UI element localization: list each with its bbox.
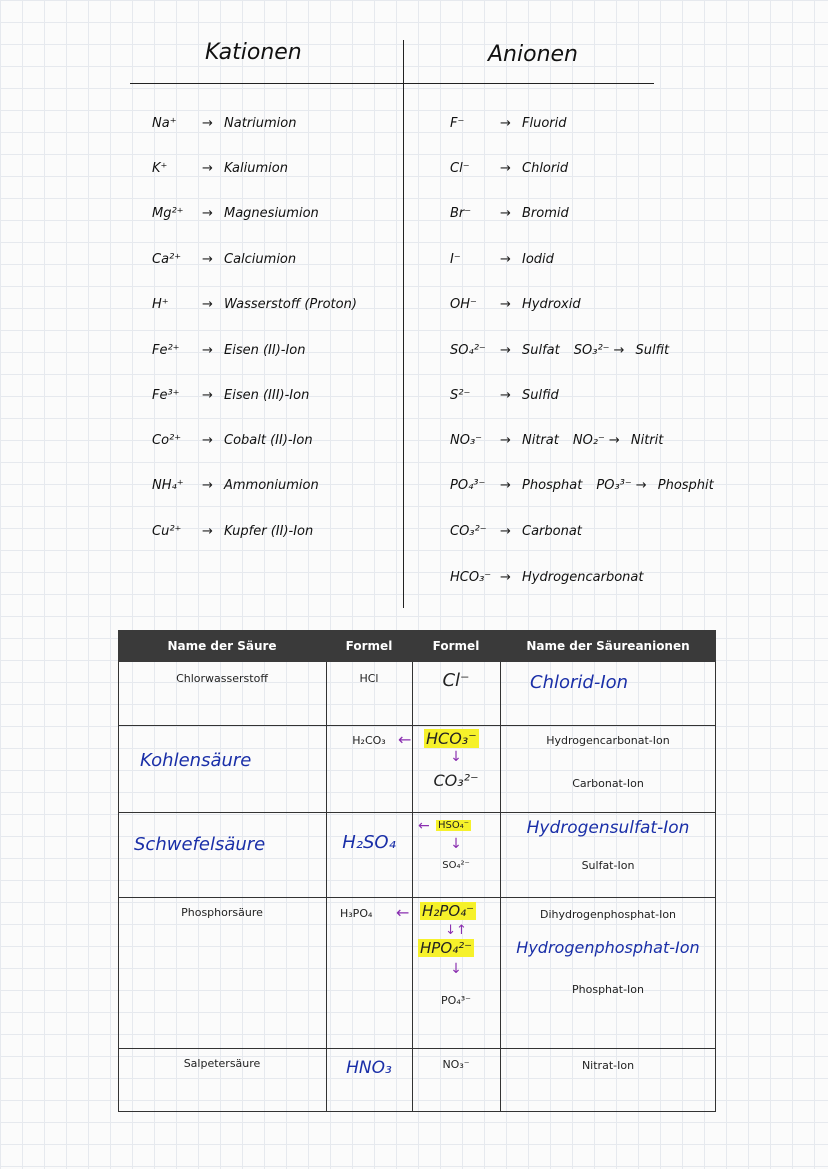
arrow-left-h2co3: ← (398, 730, 412, 749)
arrow-icon: → (202, 524, 213, 539)
anion-extra-formula: PO₃³⁻ (596, 478, 632, 493)
anion-name: Hydroxid (522, 297, 581, 312)
cation-row (152, 343, 306, 358)
arrow-icon: → (202, 252, 213, 267)
anion-name-hso4: Hydrogensulfat-Ion (526, 818, 690, 838)
cation-formula: Co²⁺ (152, 433, 182, 448)
header-anion-name: Name der Säureanionen (526, 639, 690, 653)
acid-name-kohlensaeure: Kohlensäure (140, 750, 252, 771)
cation-formula: Fe²⁺ (152, 343, 180, 358)
anion-name: Bromid (522, 206, 569, 221)
formula-h2so4: H₂SO₄ (342, 832, 396, 853)
acid-table (118, 630, 716, 1112)
cation-formula: Ca²⁺ (152, 252, 182, 267)
grid-col2 (412, 662, 413, 1112)
arrow-icon: → (500, 570, 511, 585)
formula-h2co3: H₂CO₃ (352, 734, 386, 747)
cation-row (152, 161, 288, 176)
anion-no3: NO₃⁻ (442, 1058, 470, 1071)
cation-name: Natriumion (224, 116, 297, 131)
anion-name: Iodid (522, 252, 554, 267)
arrow-icon: → (500, 478, 511, 493)
anion-name: Sulfat (522, 343, 560, 358)
anion-row (450, 252, 554, 267)
arrow-icon: → (500, 524, 511, 539)
cation-name: Ammoniumion (224, 478, 319, 493)
formula-hno3: HNO₃ (346, 1058, 392, 1078)
anion-formula: HCO₃⁻ (450, 570, 492, 585)
anion-formula: Cl⁻ (450, 161, 470, 176)
anion-co3: CO₃²⁻ (433, 771, 479, 790)
cation-row (152, 116, 296, 131)
anion-name: Phosphat (522, 478, 583, 493)
arrow-icon: → (500, 343, 511, 358)
anion-name-hpo4: Hydrogenphosphat-Ion (516, 938, 700, 957)
arrow-icon: → (202, 161, 213, 176)
anion-formula: SO₄²⁻ (450, 343, 486, 358)
anion-hso4 (436, 820, 471, 831)
anion-formula: F⁻ (450, 116, 465, 131)
anion-formula: PO₄³⁻ (450, 478, 486, 493)
cation-formula: H⁺ (152, 297, 169, 312)
anion-formula: CO₃²⁻ (450, 524, 487, 539)
anion-row (450, 388, 559, 403)
cation-formula: NH₄⁺ (152, 478, 184, 493)
anion-name-hco3: Hydrogencarbonat-Ion (546, 734, 670, 747)
anion-hso4-highlight: HSO₄⁻ (438, 820, 470, 831)
anion-row (450, 524, 582, 539)
grid-left (118, 662, 119, 1112)
anion-extra-name: Phosphit (657, 478, 714, 493)
grid-row1 (118, 725, 716, 726)
formula-hcl: HCl (359, 672, 379, 685)
cation-row (152, 433, 313, 448)
cation-name: Eisen (II)-Ion (224, 343, 306, 358)
cation-formula: Cu²⁺ (152, 524, 182, 539)
grid-col3 (500, 662, 501, 1112)
arrow-icon: → (202, 433, 213, 448)
anion-extra-name: Sulfit (635, 343, 670, 358)
arrow-icon: → (500, 297, 511, 312)
table-header (118, 630, 716, 662)
grid-bottom (118, 1111, 716, 1112)
header-divider (130, 83, 654, 84)
acid-name-schwefelsaeure: Schwefelsäure (134, 834, 266, 855)
anion-name: Sulfid (522, 388, 559, 403)
arrow-icon: → (202, 116, 213, 131)
arrow-down-hso4: ↓ (450, 836, 462, 852)
anion-extra-formula: NO₂⁻ (572, 433, 605, 448)
anion-name-no3: Nitrat-Ion (581, 1059, 635, 1072)
anion-formula: Br⁻ (450, 206, 472, 221)
anion-extra-name: Nitrit (630, 433, 664, 448)
cation-formula: Na⁺ (152, 116, 177, 131)
anion-hco3-highlight: HCO₃⁻ (426, 729, 477, 748)
formula-h3po4: H₃PO₄ (340, 907, 373, 920)
cation-formula: K⁺ (152, 161, 168, 176)
grid-col1 (326, 662, 327, 1112)
anion-name-po4: Phosphat-Ion (572, 983, 644, 996)
acid-name-phosphorsaeure: Phosphorsäure (181, 906, 263, 919)
arrow-icon: → (500, 433, 511, 448)
anion-name-chlorid: Chlorid-Ion (530, 672, 629, 693)
arrow-icon: → (202, 206, 213, 221)
arrow-icon: → (500, 388, 511, 403)
arrow-icon: → (500, 252, 511, 267)
arrow-icon: → (202, 478, 213, 493)
column-divider (403, 40, 404, 608)
arrow-down-hpo4: ↓ (450, 961, 462, 977)
anion-row (450, 433, 663, 448)
anion-name: Chlorid (522, 161, 569, 176)
arrow-down-hco3: ↓ (450, 749, 462, 765)
cation-name: Calciumion (224, 252, 297, 267)
cation-row (152, 524, 313, 539)
header-acid-name: Name der Säure (167, 639, 277, 653)
arrow-icon: → (202, 297, 213, 312)
cation-name: Wasserstoff (Proton) (224, 297, 357, 312)
anion-hco3 (424, 729, 479, 748)
anion-name-co3: Carbonat-Ion (572, 777, 644, 790)
anion-formula: OH⁻ (450, 297, 477, 312)
cation-row (152, 206, 319, 221)
anion-name: Fluorid (522, 116, 567, 131)
cation-name: Kupfer (II)-Ion (224, 524, 314, 539)
cation-row (152, 388, 309, 403)
arrow-left-h3po4: ← (396, 903, 410, 922)
arrow-icon: → (613, 343, 625, 358)
anion-formula: S²⁻ (450, 388, 471, 403)
anion-row (450, 116, 567, 131)
arrow-icon: → (608, 433, 620, 448)
anions-heading: Anionen (488, 42, 578, 67)
header-formula: Formel (345, 639, 393, 653)
arrow-icon: → (202, 343, 213, 358)
anion-formula: I⁻ (450, 252, 461, 267)
cation-name: Magnesiumion (224, 206, 319, 221)
anion-row (450, 206, 569, 221)
arrow-icon: → (500, 161, 511, 176)
grid-row3 (118, 897, 716, 898)
anion-so4: SO₄²⁻ (442, 860, 470, 871)
anion-name-so4: Sulfat-Ion (581, 859, 635, 872)
header-anion-formula: Formel (432, 639, 480, 653)
anion-formula-cl: Cl⁻ (442, 670, 470, 691)
anion-hpo4 (418, 939, 474, 957)
anion-formula: NO₃⁻ (450, 433, 483, 448)
arrow-left-h2so4: ← (418, 818, 430, 834)
cation-formula: Mg²⁺ (152, 206, 184, 221)
arrow-icon: → (635, 478, 647, 493)
cation-name: Cobalt (II)-Ion (224, 433, 313, 448)
grid-right (715, 662, 716, 1112)
arrow-icon: → (202, 388, 213, 403)
anion-name: Hydrogencarbonat (522, 570, 644, 585)
cation-name: Eisen (III)-Ion (224, 388, 310, 403)
cation-row (152, 297, 357, 312)
anion-name: Nitrat (522, 433, 559, 448)
acid-name-hcl: Chlorwasserstoff (176, 672, 268, 685)
cation-formula: Fe³⁺ (152, 388, 180, 403)
anion-name: Carbonat (522, 524, 582, 539)
grid-row2 (118, 812, 716, 813)
cation-row (152, 252, 296, 267)
anion-row (450, 343, 669, 358)
grid-row4 (118, 1048, 716, 1049)
anion-row (450, 570, 643, 585)
cation-name: Kaliumion (224, 161, 288, 176)
anion-hpo4-highlight: HPO₄²⁻ (420, 939, 473, 957)
anion-h2po4-highlight: H₂PO₄⁻ (422, 902, 475, 920)
anion-row (450, 297, 581, 312)
anion-h2po4 (420, 902, 476, 920)
anion-po4: PO₄³⁻ (441, 994, 471, 1007)
arrow-icon: → (500, 206, 511, 221)
cations-heading: Kationen (205, 40, 302, 65)
anion-row (450, 478, 714, 493)
anion-extra-formula: SO₃²⁻ (573, 343, 610, 358)
anion-row (450, 161, 568, 176)
anion-name-h2po4: Dihydrogenphosphat-Ion (539, 908, 677, 921)
arrow-updown-po4: ↓↑ (445, 923, 467, 938)
acid-name-salpetersaeure: Salpetersäure (183, 1057, 261, 1070)
cation-row (152, 478, 319, 493)
arrow-icon: → (500, 116, 511, 131)
